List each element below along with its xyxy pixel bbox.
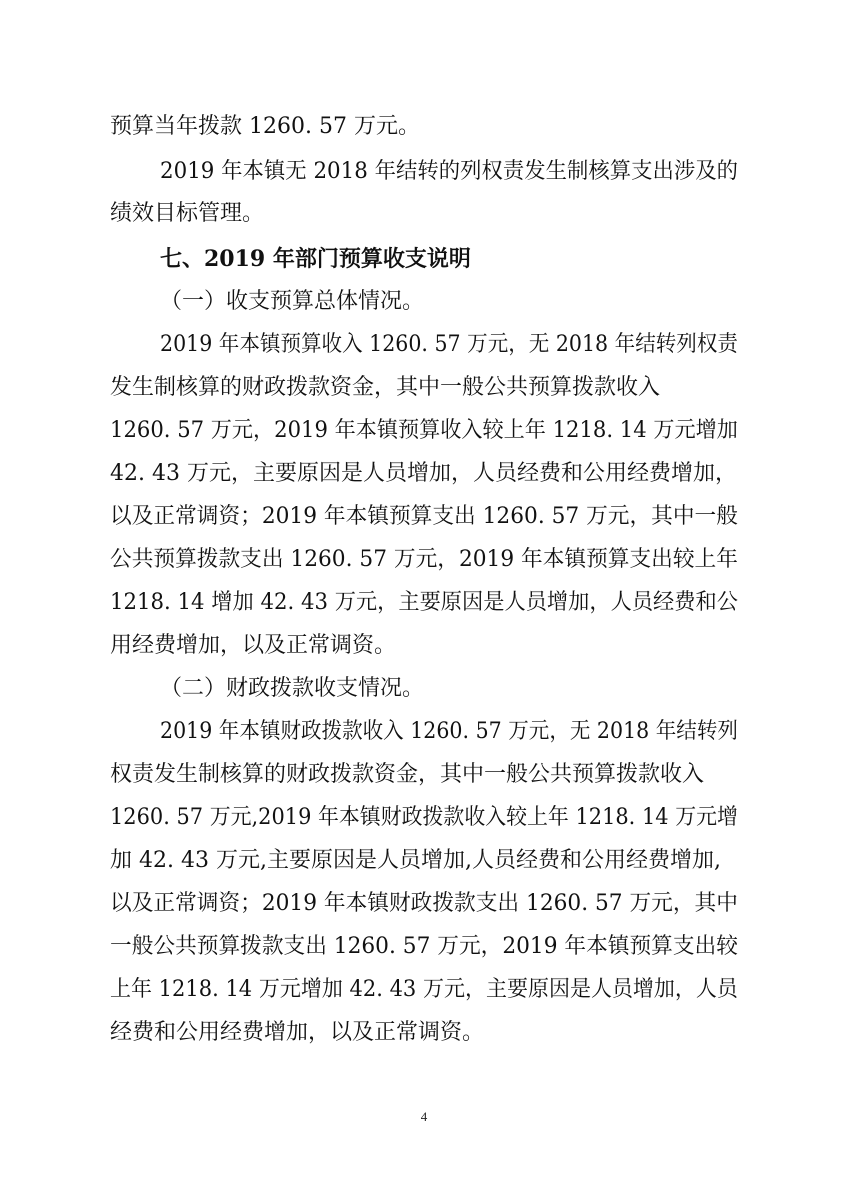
text-line-6: 2019 年本镇预算收入 1260. 57 万元，无 2018 年结转列权责 <box>160 332 738 357</box>
text-line-16: 权责发生制核算的财政拨款资金，其中一般公共预算拨款收入 <box>110 762 705 787</box>
text-line-1: 预算当年拨款 1260. 57 万元。 <box>110 114 420 139</box>
text-line-12: 1218. 14 增加 42. 43 万元，主要原因是人员增加，人员经费和公 <box>110 590 738 615</box>
text-line-2: 2019 年本镇无 2018 年结转的列权责发生制核算支出涉及的 <box>160 159 738 184</box>
text-line-13: 用经费增加，以及正常调资。 <box>110 633 397 658</box>
subsection-heading-1: （一）收支预算总体情况。 <box>160 289 425 314</box>
text-line-10: 以及正常调资；2019 年本镇预算支出 1260. 57 万元，其中一般 <box>110 504 738 529</box>
subsection-heading-2: （二）财政拨款收支情况。 <box>160 676 425 701</box>
text-line-8: 1260. 57 万元，2019 年本镇预算收入较上年 1218. 14 万元增加 <box>110 418 738 443</box>
text-line-7: 发生制核算的财政拨款资金，其中一般公共预算拨款收入 <box>110 375 661 400</box>
text-line-18: 加 42. 43 万元,主要原因是人员增加,人员经费和公用经费增加, <box>110 848 721 873</box>
text-line-22: 经费和公用经费增加，以及正常调资。 <box>110 1020 485 1045</box>
text-line-20: 一般公共预算拨款支出 1260. 57 万元，2019 年本镇预算支出较 <box>110 934 738 959</box>
text-line-9: 42. 43 万元，主要原因是人员增加，人员经费和公用经费增加， <box>110 461 737 486</box>
text-line-3: 绩效目标管理。 <box>110 201 265 226</box>
text-line-21: 上年 1218. 14 万元增加 42. 43 万元，主要原因是人员增加，人员 <box>110 977 738 1002</box>
page-number: 4 <box>420 1109 428 1124</box>
text-line-17: 1260. 57 万元,2019 年本镇财政拨款收入较上年 1218. 14 万元增 <box>110 805 738 830</box>
section-heading-7: 七、2019 年部门预算收支说明 <box>160 246 471 272</box>
text-line-19: 以及正常调资；2019 年本镇财政拨款支出 1260. 57 万元，其中 <box>110 891 738 916</box>
text-line-15: 2019 年本镇财政拨款收入 1260. 57 万元，无 2018 年结转列 <box>160 719 738 744</box>
text-line-11: 公共预算拨款支出 1260. 57 万元，2019 年本镇预算支出较上年 <box>110 547 738 572</box>
